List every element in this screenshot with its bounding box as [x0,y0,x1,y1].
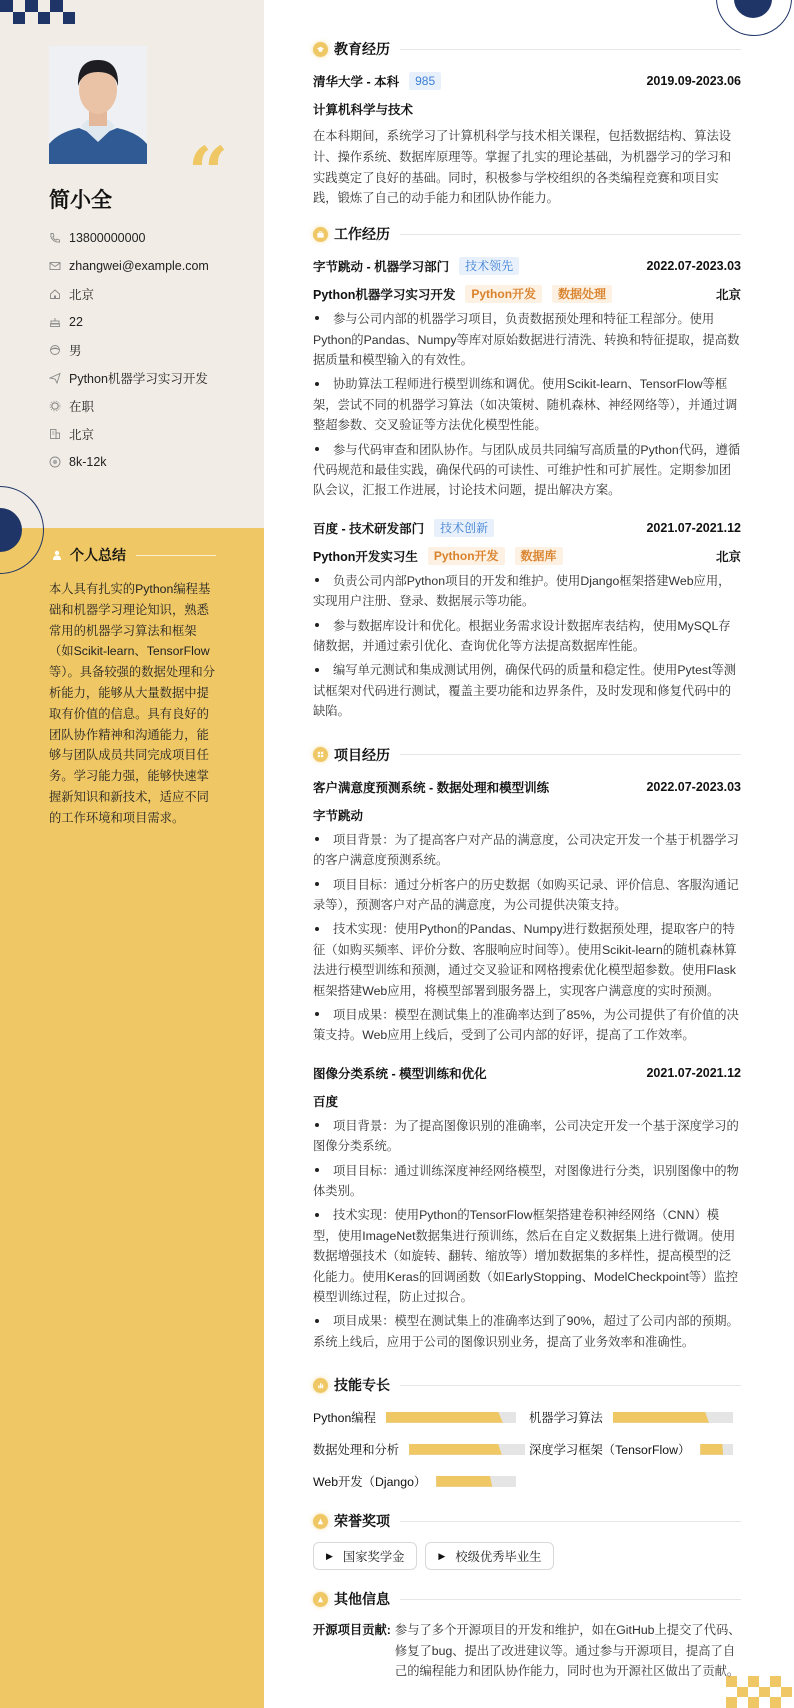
contact-email: zhangwei@example.com [49,252,259,280]
mail-icon [49,260,61,272]
company-name: 百度 - 技术研发部门 [313,521,425,536]
home-icon [49,288,61,300]
skill-bar [436,1476,516,1487]
project-bullets [313,830,741,1046]
bar-chart-icon [313,1378,328,1393]
skills-heading: 技能专长 [313,1372,741,1398]
projects-heading: 项目经历 [313,742,741,768]
contact-home: 北京 [49,280,259,308]
major: 计算机科学与技术 [313,103,414,117]
company-tag: 技术创新 [434,519,494,537]
award-chip[interactable]: ▶ 校级优秀毕业生 [425,1542,554,1570]
position: Python机器学习实习开发 [313,288,456,303]
summary-text: 本人具有扎实的Python编程基础和机器学习理论知识，熟悉常用的机器学习算法和框架（如Scikit-learn、TensorFlow等）。具备较强的数据处理和分析能力，能够从大量数据中提取有价值的信息。具有良好的团队协作精神和沟通能力，能够与团队成员共同完成项目任务。学习能力强，能够快速掌握新知识和新技术，适应不同的工作环境和项目需求。 [49,582,216,825]
contact-city: 北京 [49,420,259,448]
phone-icon [49,232,61,244]
heading-divider [136,555,216,556]
person-icon [52,550,62,560]
skills-grid [313,1406,741,1492]
job-bullets [313,571,741,722]
job-entry [313,517,741,722]
education-row [313,70,741,92]
project-title-row [313,1062,741,1084]
company-name: 字节跳动 - 机器学习部门 [313,260,450,275]
list-item: 项目背景：为了提高客户对产品的满意度，公司决定开发一个基于机器学习的客户满意度预测系统。 [313,832,739,868]
heading-divider [400,1385,741,1386]
contact-gender: 男 [49,336,259,364]
other-label: 开源项目贡献: [313,1623,391,1638]
project-name: 图像分类系统 - 模型训练和优化 [313,1066,487,1081]
avatar [49,46,147,164]
candidate-name: 简小全 [49,189,112,212]
project-entry [313,776,741,1046]
contact-list [49,224,259,476]
position: Python开发实习生 [313,549,418,564]
job-bullets [313,309,741,501]
contact-target-position: Python机器学习实习开发 [49,364,259,392]
project-company-row [313,804,741,826]
major-row [313,98,741,120]
project-name: 客户满意度预测系统 - 数据处理和模型训练 [313,780,550,795]
main-content [313,36,741,1681]
heading-divider [400,754,741,755]
job-location: 北京 [715,288,741,303]
quote-mark-icon: “ [188,131,229,214]
skill-tag: 数据库 [515,547,563,565]
skill-bar [409,1444,525,1455]
award-chip[interactable]: ▶ 国家奖学金 [313,1542,417,1570]
job-position-row [313,545,741,567]
project-company-row [313,1090,741,1112]
other-info [313,1620,741,1681]
skill-tag: Python开发 [428,547,505,565]
heading-divider [400,1599,741,1600]
info-icon [313,1592,328,1607]
play-icon: ▶ [438,1550,446,1561]
skill-item: Web开发（Django） [313,1470,525,1492]
list-item: 协助算法工程师进行模型训练和调优。使用Scikit-learn、TensorFlow等框架，尝试不同的机器学习算法（如决策树、随机森林、神经网络等），并通过调整超参数、交叉验证等方法优化模型性能。 [313,377,738,433]
job-period: 2021.07-2021.12 [646,520,741,535]
list-item: 技术实现：使用Python的TensorFlow框架搭建卷积神经网络（CNN）模型，使用ImageNet数据集进行预训练，然后在自定义数据集上进行微调。使用数据增强技术（如旋转、翻转、缩放等）增加数据集的多样性，提高模型的泛化能力。使用Keras的回调函数（如EarlyStopping、ModelCheckpoint等）监控模型训练过程，防止过拟合。 [313,1208,739,1304]
contact-status: 在职 [49,392,259,420]
heading-divider [400,49,741,50]
skill-item: 深度学习框架（TensorFlow） [529,1438,733,1460]
contact-salary: 8k-12k [49,448,259,476]
list-item: 参与公司内部的机器学习项目，负责数据预处理和特征工程部分。使用Python的Pandas、Numpy等库对原始数据进行清洗、转换和特征提取，提高数据质量和模型输入的有效性。 [313,312,740,367]
work-heading: 工作经历 [313,221,741,247]
job-location: 北京 [715,549,741,564]
job-position-row [313,283,741,305]
awards-list [313,1542,741,1570]
job-entry [313,255,741,501]
list-item: 项目背景：为了提高图像识别的准确率，公司决定开发一个基于深度学习的图像分类系统。 [313,1118,739,1154]
play-icon: ▶ [326,1550,333,1561]
skill-bar [386,1412,516,1423]
awards-heading: 荣誉奖项 [313,1508,741,1534]
company-tag: 技术领先 [459,257,519,275]
graduation-cap-icon [313,42,328,57]
skill-bar [700,1444,733,1455]
heading-divider [400,1521,741,1522]
contact-phone: 13800000000 [49,224,259,252]
project-bullets [313,1116,741,1352]
project-company: 字节跳动 [313,808,364,823]
skill-tag: Python开发 [465,285,542,303]
other-heading: 其他信息 [313,1586,741,1612]
list-item: 项目目标：通过分析客户的历史数据（如购买记录、评价信息、客服沟通记录等），预测客户对产品的满意度，为公司提供决策支持。 [313,877,739,912]
job-period: 2022.07-2023.03 [646,259,741,274]
skill-bar [613,1412,733,1423]
list-item: 参与代码审查和团队协作。与团队成员共同编写高质量的Python代码，遵循代码规范和最佳实践，确保代码的可读性、可维护性和可扩展性。定期参加团队会议，汇报工作进展，讨论技术问题，提出解决方案。 [313,442,741,498]
list-item: 编写单元测试和集成测试用例，确保代码的质量和稳定性。使用Pytest等测试框架对代码进行测试，覆盖主要功能和边界条件，及时发现和修复代码中的缺陷。 [313,663,737,719]
education-period: 2019.09-2023.06 [646,74,741,88]
checker-decoration-top-left [0,0,75,24]
trophy-icon [313,1514,328,1529]
education-description: 在本科期间，系统学习了计算机科学与技术相关课程，包括数据结构、算法设计、操作系统、数据库原理等。掌握了扎实的理论基础，为机器学习的学习和实践奠定了良好的基础。同时，积极参与学校组织的各类编程竞赛和项目实践，锻炼了自己的动手能力和团队协作能力。 [313,129,732,206]
salary-icon [49,456,61,468]
list-item: 技术实现：使用Python的Pandas、Numpy进行数据预处理，提取客户的特征（如购买频率、评价分数、客服响应时间等）。使用Scikit-learn的随机森林算法进行模型训练和预测，通过交叉验证和网格搜索优化模型超参数。使用Flask框架搭建Web应用，将模型部署到服务器上，实现客户满意度的实时预测。 [313,922,737,998]
project-company: 百度 [313,1094,339,1109]
person-photo-icon [49,46,147,164]
list-item: 项目目标：通过训练深度神经网络模型，对图像进行分类，识别图像中的物体类别。 [313,1163,739,1198]
job-company-row [313,255,741,277]
list-item: 参与数据库设计和优化。根据业务需求设计数据库表结构，使用MySQL存储数据，并通过索引优化、查询优化等方法提高数据库性能。 [313,618,731,654]
list-item: 项目成果：模型在测试集上的准确率达到了90%，超过了公司内部的预期。系统上线后，应用于公司的图像识别业务，提高了业务效率和准确性。 [313,1314,739,1349]
list-item: 负责公司内部Python项目的开发和维护。使用Django框架搭建Web应用，实现用户注册、登录、数据展示等功能。 [313,573,731,609]
status-icon [49,400,61,412]
skill-item: 数据处理和分析 [313,1438,525,1460]
school-name: 清华大学 - 本科 [313,75,400,89]
skill-item: Python编程 [313,1406,525,1428]
briefcase-icon [313,227,328,242]
other-text: 参与了多个开源项目的开发和维护，如在GitHub上提交了代码、修复了bug、提出了改进建议等。通过参与开源项目，提高了自己的编程能力和团队协作能力，同时也为开源社区做出了贡献。 [394,1623,741,1679]
heading-divider [400,234,741,235]
send-icon [49,372,61,384]
skill-tag: 数据处理 [552,285,612,303]
skill-item: 机器学习算法 [529,1406,733,1428]
project-period: 2021.07-2021.12 [646,1065,741,1080]
project-entry [313,1062,741,1352]
project-period: 2022.07-2023.03 [646,779,741,794]
summary-heading: 个人总结 [52,545,216,565]
cake-icon [49,316,61,328]
job-company-row [313,517,741,539]
project-title-row [313,776,741,798]
gender-icon [49,344,61,356]
grid-icon [313,747,328,762]
list-item: 项目成果：模型在测试集上的准确率达到了85%，为公司提供了有价值的决策支持。Web应用上线后，受到了公司内部的好评，提高了工作效率。 [313,1007,739,1043]
education-heading: 教育经历 [313,36,741,62]
school-tag: 985 [409,72,441,90]
contact-age: 22 [49,308,259,336]
building-icon [49,428,61,440]
